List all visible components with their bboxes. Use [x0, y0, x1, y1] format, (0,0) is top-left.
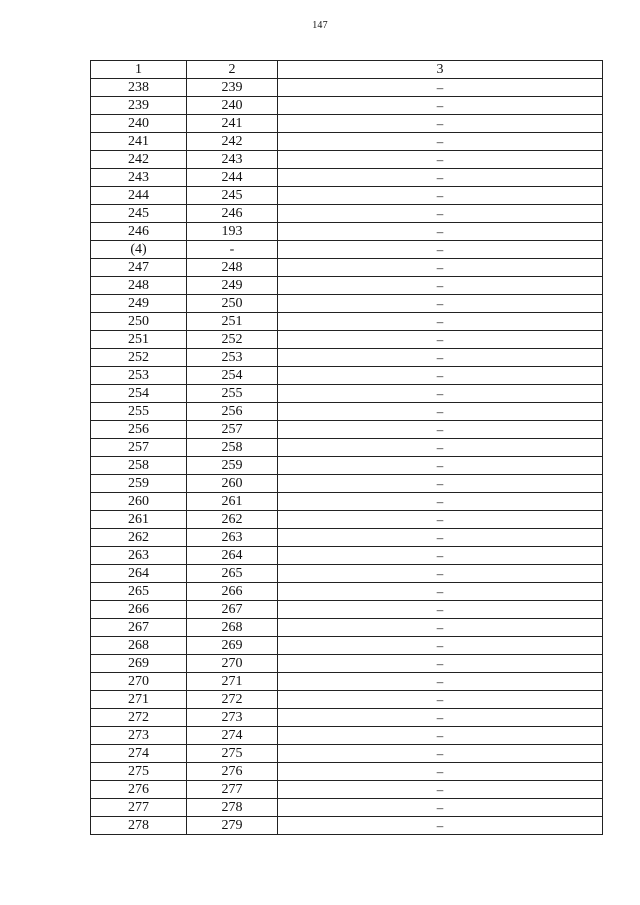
- table-cell-col-3: –: [278, 583, 603, 601]
- table-row: [91, 817, 603, 835]
- table-row: [91, 97, 603, 115]
- table-row: [91, 709, 603, 727]
- table-cell-col-1: 261: [91, 511, 187, 529]
- table-row: [91, 673, 603, 691]
- table-cell-col-1: 257: [91, 439, 187, 457]
- table-cell-col-1: 255: [91, 403, 187, 421]
- table-cell-col-3: –: [278, 367, 603, 385]
- table-row: [91, 367, 603, 385]
- table-row: [91, 241, 603, 259]
- table-cell-col-2: 240: [187, 97, 278, 115]
- table-cell-col-2: 255: [187, 385, 278, 403]
- table-cell-col-1: 271: [91, 691, 187, 709]
- table-cell-col-1: 275: [91, 763, 187, 781]
- table-cell-col-1: 243: [91, 169, 187, 187]
- table-cell-col-2: 261: [187, 493, 278, 511]
- table-cell-col-2: 268: [187, 619, 278, 637]
- table-cell-col-3: –: [278, 421, 603, 439]
- table-cell-col-1: 239: [91, 97, 187, 115]
- table-cell-col-1: 267: [91, 619, 187, 637]
- table-cell-col-1: 248: [91, 277, 187, 295]
- table-row: [91, 115, 603, 133]
- table-cell-col-1: (4): [91, 241, 187, 259]
- table-cell-col-1: 245: [91, 205, 187, 223]
- table-cell-col-2: 239: [187, 79, 278, 97]
- table-cell-col-2: 251: [187, 313, 278, 331]
- table-cell-col-1: 253: [91, 367, 187, 385]
- table-cell-col-3: –: [278, 115, 603, 133]
- column-header-1: 1: [91, 61, 187, 79]
- table-row: [91, 691, 603, 709]
- table-cell-col-3: –: [278, 691, 603, 709]
- table-cell-col-2: 276: [187, 763, 278, 781]
- table-row: [91, 781, 603, 799]
- table-cell-col-1: 268: [91, 637, 187, 655]
- table-cell-col-3: –: [278, 781, 603, 799]
- table-cell-col-2: 270: [187, 655, 278, 673]
- table-cell-col-3: –: [278, 673, 603, 691]
- table-row: [91, 619, 603, 637]
- table-row: [91, 385, 603, 403]
- table-row: [91, 457, 603, 475]
- table-cell-col-1: 273: [91, 727, 187, 745]
- table-row: [91, 745, 603, 763]
- table-cell-col-3: –: [278, 349, 603, 367]
- table-cell-col-3: –: [278, 493, 603, 511]
- table-cell-col-1: 263: [91, 547, 187, 565]
- table-row: [91, 511, 603, 529]
- table-row: [91, 205, 603, 223]
- table-cell-col-3: –: [278, 655, 603, 673]
- table-cell-col-3: –: [278, 331, 603, 349]
- table-cell-col-1: 259: [91, 475, 187, 493]
- table-cell-col-1: 265: [91, 583, 187, 601]
- table-cell-col-2: 269: [187, 637, 278, 655]
- table-cell-col-2: 250: [187, 295, 278, 313]
- table-cell-col-3: –: [278, 385, 603, 403]
- table-cell-col-1: 274: [91, 745, 187, 763]
- table-cell-col-2: 275: [187, 745, 278, 763]
- table-row: [91, 565, 603, 583]
- table-cell-col-2: 266: [187, 583, 278, 601]
- table-cell-col-3: –: [278, 223, 603, 241]
- table-cell-col-3: –: [278, 547, 603, 565]
- table-cell-col-3: –: [278, 169, 603, 187]
- table-cell-col-1: 272: [91, 709, 187, 727]
- table-cell-col-1: 246: [91, 223, 187, 241]
- table-cell-col-3: –: [278, 241, 603, 259]
- table-cell-col-2: 279: [187, 817, 278, 835]
- table-cell-col-2: 244: [187, 169, 278, 187]
- table-row: [91, 655, 603, 673]
- table-cell-col-1: 252: [91, 349, 187, 367]
- table-cell-col-3: –: [278, 205, 603, 223]
- table-row: [91, 187, 603, 205]
- table-cell-col-1: 240: [91, 115, 187, 133]
- table-cell-col-2: 278: [187, 799, 278, 817]
- table-cell-col-3: –: [278, 817, 603, 835]
- table-cell-col-3: –: [278, 511, 603, 529]
- table-cell-col-1: 277: [91, 799, 187, 817]
- column-header-2: 2: [187, 61, 278, 79]
- table-cell-col-2: 262: [187, 511, 278, 529]
- table-cell-col-2: 264: [187, 547, 278, 565]
- table-row: [91, 439, 603, 457]
- table-cell-col-3: –: [278, 709, 603, 727]
- table-cell-col-1: 250: [91, 313, 187, 331]
- table-cell-col-2: 243: [187, 151, 278, 169]
- table-header-row: [91, 61, 603, 79]
- table-row: [91, 331, 603, 349]
- table-cell-col-1: 238: [91, 79, 187, 97]
- table-row: [91, 529, 603, 547]
- table-cell-col-1: 242: [91, 151, 187, 169]
- table-cell-col-1: 276: [91, 781, 187, 799]
- table-row: [91, 583, 603, 601]
- table-cell-col-3: –: [278, 529, 603, 547]
- table-cell-col-1: 269: [91, 655, 187, 673]
- table-cell-col-3: –: [278, 601, 603, 619]
- data-table: [90, 60, 603, 835]
- table-body: [91, 79, 603, 835]
- table-row: [91, 475, 603, 493]
- table-cell-col-2: 273: [187, 709, 278, 727]
- table-cell-col-2: 242: [187, 133, 278, 151]
- table-cell-col-1: 258: [91, 457, 187, 475]
- table-cell-col-3: –: [278, 187, 603, 205]
- table-row: [91, 763, 603, 781]
- table-cell-col-2: 277: [187, 781, 278, 799]
- data-table-container: [90, 60, 602, 835]
- table-row: [91, 79, 603, 97]
- table-row: [91, 313, 603, 331]
- table-cell-col-2: 241: [187, 115, 278, 133]
- table-cell-col-2: 260: [187, 475, 278, 493]
- table-cell-col-2: 267: [187, 601, 278, 619]
- table-cell-col-3: –: [278, 727, 603, 745]
- page-number: 147: [312, 20, 328, 31]
- table-cell-col-3: –: [278, 439, 603, 457]
- table-cell-col-1: 270: [91, 673, 187, 691]
- table-cell-col-2: 249: [187, 277, 278, 295]
- table-cell-col-3: –: [278, 313, 603, 331]
- table-row: [91, 349, 603, 367]
- table-cell-col-2: 256: [187, 403, 278, 421]
- table-cell-col-2: 257: [187, 421, 278, 439]
- table-row: [91, 223, 603, 241]
- table-row: [91, 727, 603, 745]
- table-row: [91, 547, 603, 565]
- table-cell-col-3: –: [278, 151, 603, 169]
- table-cell-col-2: 248: [187, 259, 278, 277]
- table-cell-col-3: –: [278, 763, 603, 781]
- table-cell-col-3: –: [278, 79, 603, 97]
- table-cell-col-3: –: [278, 277, 603, 295]
- table-row: [91, 259, 603, 277]
- table-cell-col-2: 246: [187, 205, 278, 223]
- table-cell-col-1: 278: [91, 817, 187, 835]
- table-cell-col-2: 253: [187, 349, 278, 367]
- table-row: [91, 799, 603, 817]
- table-row: [91, 277, 603, 295]
- table-cell-col-2: 254: [187, 367, 278, 385]
- table-cell-col-2: 263: [187, 529, 278, 547]
- table-row: [91, 295, 603, 313]
- table-cell-col-1: 251: [91, 331, 187, 349]
- table-row: [91, 637, 603, 655]
- table-cell-col-3: –: [278, 457, 603, 475]
- table-cell-col-3: –: [278, 133, 603, 151]
- table-cell-col-1: 249: [91, 295, 187, 313]
- table-cell-col-3: –: [278, 619, 603, 637]
- table-row: [91, 601, 603, 619]
- table-cell-col-2: 265: [187, 565, 278, 583]
- table-cell-col-2: 272: [187, 691, 278, 709]
- table-cell-col-3: –: [278, 799, 603, 817]
- table-cell-col-1: 241: [91, 133, 187, 151]
- table-cell-col-2: 193: [187, 223, 278, 241]
- table-cell-col-1: 254: [91, 385, 187, 403]
- table-cell-col-1: 244: [91, 187, 187, 205]
- table-cell-col-1: 262: [91, 529, 187, 547]
- table-cell-col-3: –: [278, 475, 603, 493]
- table-cell-col-3: –: [278, 295, 603, 313]
- table-cell-col-2: -: [187, 241, 278, 259]
- table-cell-col-2: 245: [187, 187, 278, 205]
- table-cell-col-2: 258: [187, 439, 278, 457]
- table-cell-col-3: –: [278, 637, 603, 655]
- table-row: [91, 421, 603, 439]
- table-cell-col-1: 260: [91, 493, 187, 511]
- table-cell-col-2: 252: [187, 331, 278, 349]
- table-cell-col-2: 259: [187, 457, 278, 475]
- table-cell-col-2: 274: [187, 727, 278, 745]
- table-cell-col-1: 247: [91, 259, 187, 277]
- table-cell-col-1: 264: [91, 565, 187, 583]
- column-header-3: 3: [278, 61, 603, 79]
- table-cell-col-3: –: [278, 565, 603, 583]
- table-row: [91, 133, 603, 151]
- table-cell-col-2: 271: [187, 673, 278, 691]
- table-cell-col-3: –: [278, 403, 603, 421]
- table-row: [91, 169, 603, 187]
- table-row: [91, 493, 603, 511]
- table-cell-col-1: 266: [91, 601, 187, 619]
- table-row: [91, 403, 603, 421]
- table-cell-col-3: –: [278, 745, 603, 763]
- table-cell-col-1: 256: [91, 421, 187, 439]
- table-cell-col-3: –: [278, 259, 603, 277]
- table-row: [91, 151, 603, 169]
- table-cell-col-3: –: [278, 97, 603, 115]
